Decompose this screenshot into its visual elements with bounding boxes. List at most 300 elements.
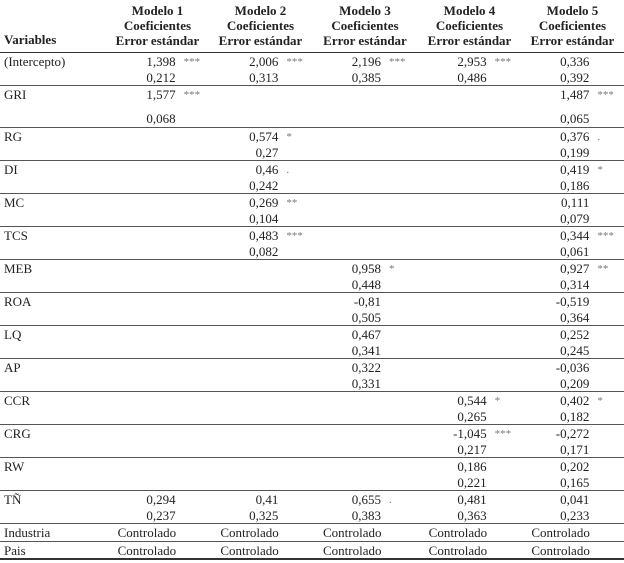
coefficient: 0,336 xyxy=(560,54,590,69)
se-line xyxy=(419,70,522,86)
model-cell xyxy=(210,129,313,160)
standard-error: 0,182 xyxy=(560,409,590,424)
significance-stars: *** xyxy=(183,89,201,101)
model-cell xyxy=(419,195,522,226)
coef-line xyxy=(521,294,624,310)
header-model-5 xyxy=(521,0,624,52)
coefficient: 0,958 xyxy=(351,261,382,276)
coefficient: 0,186 xyxy=(457,459,487,474)
header-model-3 xyxy=(312,0,418,52)
coefficient: -1,045 xyxy=(453,426,487,441)
model-cell xyxy=(419,87,522,127)
standard-error: 0,486 xyxy=(457,70,487,85)
variable-name: LQ xyxy=(4,327,22,342)
coefficient: 0,344 xyxy=(560,228,590,243)
standard-error: 0,341 xyxy=(351,343,382,358)
model-title: Modelo 5 xyxy=(546,3,599,18)
coef-line xyxy=(313,261,419,277)
significance-stars: *** xyxy=(286,230,303,242)
table-header xyxy=(0,0,624,53)
model-cell xyxy=(521,294,624,325)
model-cell xyxy=(313,459,419,490)
control-value: Controlado xyxy=(428,525,488,540)
coef-line xyxy=(108,492,211,508)
coefficient: 0,46 xyxy=(255,162,279,177)
significance-stars: *** xyxy=(597,89,614,101)
significance-stars: ** xyxy=(286,197,298,209)
coef-line xyxy=(419,54,522,70)
coef-label: Coeficientes xyxy=(435,18,504,33)
model-cell xyxy=(313,393,419,424)
variable-name: DI xyxy=(4,162,18,177)
model-cell xyxy=(210,195,313,226)
table-row xyxy=(0,392,624,425)
model-cell xyxy=(521,393,624,424)
standard-error: 0,313 xyxy=(249,70,279,85)
model-cell xyxy=(210,87,313,127)
variable-name: CRG xyxy=(4,426,31,441)
model-cell xyxy=(521,459,624,490)
coef-line xyxy=(313,327,419,343)
significance-stars: * xyxy=(389,263,395,275)
coef-label: Coeficientes xyxy=(123,18,192,33)
coefficient: -0,272 xyxy=(555,426,590,441)
coefficient: 0,574 xyxy=(249,129,279,144)
model-cell xyxy=(419,228,522,259)
variable-name: CCR xyxy=(4,393,31,408)
control-value: Controlado xyxy=(220,543,279,558)
standard-error: 0,265 xyxy=(457,409,487,424)
significance-stars xyxy=(487,459,495,475)
se-line xyxy=(313,343,419,359)
control-value: Controlado xyxy=(322,525,382,540)
coef-line xyxy=(210,492,313,508)
variable-name: TÑ xyxy=(4,492,22,507)
se-line xyxy=(210,508,313,524)
coef-line xyxy=(313,294,419,310)
model-title: Modelo 3 xyxy=(339,3,391,18)
significance-stars: *** xyxy=(286,56,303,68)
coef-line xyxy=(521,87,624,103)
standard-error: 0,221 xyxy=(457,475,487,490)
model-cell xyxy=(521,228,624,259)
model-cell xyxy=(419,54,522,85)
coefficient: 2,196 xyxy=(351,54,382,69)
coef-line xyxy=(210,162,313,178)
standard-error: 0,392 xyxy=(560,70,590,85)
control-value: Controlado xyxy=(531,525,590,540)
se-line xyxy=(521,343,624,359)
model-cell xyxy=(108,54,211,85)
model-cell xyxy=(419,492,522,523)
table-row xyxy=(0,194,624,227)
coef-line xyxy=(521,261,624,277)
standard-error: 0,212 xyxy=(146,70,176,85)
standard-error: 0,061 xyxy=(560,244,590,259)
significance-stars xyxy=(589,294,597,310)
coefficient: 0,481 xyxy=(457,492,487,507)
table-row xyxy=(0,260,624,293)
variable-name: GRI xyxy=(4,87,27,102)
model-cell xyxy=(521,426,624,457)
coef-line xyxy=(313,54,419,70)
coefficient: 0,41 xyxy=(255,492,279,507)
variable-name: TCS xyxy=(4,228,28,243)
table-row xyxy=(0,293,624,326)
model-cell xyxy=(108,393,211,424)
model-cell xyxy=(210,492,313,523)
model-cell xyxy=(210,294,313,325)
significance-stars xyxy=(589,54,597,70)
se-line xyxy=(521,409,624,425)
se-line xyxy=(313,508,419,524)
model-cell xyxy=(419,129,522,160)
model-cell xyxy=(108,261,211,292)
coef-line xyxy=(419,393,522,409)
header-model-4 xyxy=(418,0,521,52)
standard-error: 0,364 xyxy=(560,310,590,325)
significance-stars: * xyxy=(494,395,501,407)
coefficient: 0,655 xyxy=(351,492,382,507)
model-cell xyxy=(521,54,624,85)
standard-error: 0,27 xyxy=(255,145,279,160)
model-cell xyxy=(419,360,522,391)
se-line xyxy=(521,244,624,260)
coefficient: 0,419 xyxy=(560,162,590,177)
coef-label: Coeficientes xyxy=(226,18,295,33)
standard-error: 0,314 xyxy=(560,277,590,292)
model-cell xyxy=(313,327,419,358)
model-cell xyxy=(210,426,313,457)
coef-line xyxy=(521,228,624,244)
coef-line xyxy=(419,426,522,442)
significance-stars: *** xyxy=(183,56,201,68)
significance-stars xyxy=(278,492,286,508)
table-row xyxy=(0,53,624,86)
coef-line xyxy=(108,54,211,70)
se-line xyxy=(419,508,522,524)
se-line xyxy=(210,244,313,260)
se-line xyxy=(210,70,313,86)
significance-stars xyxy=(589,426,597,442)
significance-stars xyxy=(176,492,184,508)
se-line xyxy=(210,211,313,227)
coefficient: 0,041 xyxy=(560,492,590,507)
control-value: Controlado xyxy=(220,525,279,540)
coef-line xyxy=(521,393,624,409)
standard-error: 0,363 xyxy=(457,508,487,523)
model-cell xyxy=(313,492,419,523)
significance-stars xyxy=(589,360,597,376)
coef-line xyxy=(521,459,624,475)
coefficient: 0,322 xyxy=(351,360,382,375)
coefficient: 0,376 xyxy=(560,129,590,144)
model-cell xyxy=(521,261,624,292)
coef-line xyxy=(521,360,624,376)
significance-stars xyxy=(381,327,389,343)
se-line xyxy=(521,145,624,161)
se-line xyxy=(108,111,211,127)
coef-label: Coeficientes xyxy=(331,18,399,33)
model-cell xyxy=(313,87,419,127)
significance-stars: *** xyxy=(494,56,512,68)
model-cell xyxy=(210,261,313,292)
se-line xyxy=(521,211,624,227)
standard-error: 0,209 xyxy=(560,376,590,391)
model-cell xyxy=(521,492,624,523)
standard-error: 0,068 xyxy=(146,111,176,126)
coefficient: 0,467 xyxy=(351,327,382,342)
coefficient: 1,398 xyxy=(146,54,176,69)
coef-line xyxy=(419,492,522,508)
table-row xyxy=(0,359,624,392)
control-value: Controlado xyxy=(117,525,177,540)
significance-stars: * xyxy=(286,131,292,143)
variable-name: (Intercepto) xyxy=(4,54,66,69)
se-line xyxy=(313,70,419,86)
coef-line xyxy=(210,54,313,70)
significance-stars: . xyxy=(286,164,290,176)
standard-error: 0,217 xyxy=(457,442,487,457)
coef-line xyxy=(521,492,624,508)
table-row xyxy=(0,425,624,458)
header-model-1 xyxy=(106,0,209,52)
control-name: Pais xyxy=(4,543,26,558)
model-cell xyxy=(210,459,313,490)
coef-label: Coeficientes xyxy=(538,18,607,33)
coef-line xyxy=(521,54,624,70)
se-line xyxy=(313,310,419,326)
se-line xyxy=(521,111,624,127)
model-cell xyxy=(313,360,419,391)
table-row xyxy=(0,458,624,491)
table-row xyxy=(0,326,624,359)
control-row xyxy=(0,524,624,542)
model-cell xyxy=(210,54,313,85)
significance-stars xyxy=(589,195,597,211)
coef-line xyxy=(521,129,624,145)
coefficient: 0,483 xyxy=(249,228,279,243)
significance-stars: * xyxy=(597,395,603,407)
standard-error: 0,237 xyxy=(146,508,176,523)
coef-line xyxy=(521,195,624,211)
se-label: Error estándar xyxy=(218,33,303,48)
se-line xyxy=(210,145,313,161)
coefficient: 0,294 xyxy=(146,492,176,507)
model-cell xyxy=(419,393,522,424)
standard-error: 0,165 xyxy=(560,475,590,490)
se-line xyxy=(521,277,624,293)
coefficient: 0,269 xyxy=(249,195,279,210)
model-cell xyxy=(108,87,211,127)
variable-name: MEB xyxy=(4,261,33,276)
model-cell xyxy=(419,162,522,193)
standard-error: 0,079 xyxy=(560,211,590,226)
se-line xyxy=(521,442,624,458)
coefficient: 1,577 xyxy=(146,87,176,102)
coef-line xyxy=(210,195,313,211)
model-cell xyxy=(419,261,522,292)
significance-stars xyxy=(589,492,597,508)
model-cell xyxy=(108,162,211,193)
standard-error: 0,383 xyxy=(351,508,382,523)
standard-error: 0,385 xyxy=(351,70,382,85)
model-cell xyxy=(313,162,419,193)
significance-stars xyxy=(589,459,597,475)
control-row xyxy=(0,542,624,560)
model-cell xyxy=(419,459,522,490)
model-cell xyxy=(108,327,211,358)
control-value: Controlado xyxy=(117,543,177,558)
coef-line xyxy=(521,426,624,442)
coefficient: 0,111 xyxy=(561,195,590,210)
se-line xyxy=(419,442,522,458)
control-value: Controlado xyxy=(531,543,590,558)
coefficient: 2,006 xyxy=(249,54,279,69)
significance-stars xyxy=(381,294,389,310)
coef-line xyxy=(210,228,313,244)
table-row xyxy=(0,86,624,128)
model-cell xyxy=(521,360,624,391)
coef-line xyxy=(313,492,419,508)
standard-error: 0,065 xyxy=(560,111,590,126)
coef-line xyxy=(521,162,624,178)
table-row xyxy=(0,128,624,161)
model-cell xyxy=(313,294,419,325)
model-cell xyxy=(108,195,211,226)
model-title: Modelo 1 xyxy=(131,3,184,18)
standard-error: 0,199 xyxy=(560,145,590,160)
header-variables: Variables xyxy=(4,32,57,47)
variable-name: RW xyxy=(4,459,25,474)
variable-name: AP xyxy=(4,360,21,375)
se-label: Error estándar xyxy=(530,33,615,48)
significance-stars: *** xyxy=(597,230,614,242)
significance-stars: *** xyxy=(389,56,406,68)
model-cell xyxy=(419,327,522,358)
model-cell xyxy=(521,162,624,193)
coefficient: 0,252 xyxy=(560,327,590,342)
coefficient: 0,544 xyxy=(457,393,487,408)
coefficient: 1,487 xyxy=(560,87,590,102)
standard-error: 0,505 xyxy=(351,310,382,325)
significance-stars: * xyxy=(597,164,603,176)
significance-stars: *** xyxy=(494,428,512,440)
significance-stars: . xyxy=(597,131,601,143)
coef-line xyxy=(313,360,419,376)
se-line xyxy=(521,310,624,326)
se-line xyxy=(521,475,624,491)
model-cell xyxy=(108,129,211,160)
table-row xyxy=(0,227,624,260)
model-cell xyxy=(210,360,313,391)
control-value: Controlado xyxy=(428,543,488,558)
se-line xyxy=(521,508,624,524)
significance-stars: ** xyxy=(597,263,609,275)
model-cell xyxy=(108,459,211,490)
se-line xyxy=(313,277,419,293)
model-cell xyxy=(521,129,624,160)
coef-line xyxy=(521,327,624,343)
standard-error: 0,242 xyxy=(249,178,279,193)
variable-name: RG xyxy=(4,129,23,144)
control-name: Industria xyxy=(4,525,51,540)
model-cell xyxy=(419,294,522,325)
model-title: Modelo 2 xyxy=(234,3,287,18)
coef-line xyxy=(108,87,211,103)
se-line xyxy=(419,409,522,425)
model-cell xyxy=(521,195,624,226)
control-value: Controlado xyxy=(322,543,382,558)
se-line xyxy=(521,178,624,194)
model-cell xyxy=(313,228,419,259)
se-line xyxy=(108,508,211,524)
model-cell xyxy=(313,129,419,160)
se-line xyxy=(313,376,419,392)
se-line xyxy=(108,70,211,86)
significance-stars xyxy=(487,492,495,508)
coefficient: 2,953 xyxy=(457,54,487,69)
se-line xyxy=(419,475,522,491)
variable-name: MC xyxy=(4,195,25,210)
table-row xyxy=(0,161,624,194)
variable-name: ROA xyxy=(4,294,32,309)
se-line xyxy=(210,178,313,194)
se-label: Error estándar xyxy=(115,33,200,48)
model-cell xyxy=(313,426,419,457)
model-cell xyxy=(210,228,313,259)
se-label: Error estándar xyxy=(427,33,512,48)
header-model-2 xyxy=(209,0,312,52)
standard-error: 0,245 xyxy=(560,343,590,358)
model-cell xyxy=(108,360,211,391)
standard-error: 0,233 xyxy=(560,508,590,523)
standard-error: 0,171 xyxy=(560,442,590,457)
significance-stars xyxy=(589,327,597,343)
standard-error: 0,448 xyxy=(351,277,382,292)
standard-error: 0,104 xyxy=(249,211,279,226)
model-cell xyxy=(313,261,419,292)
coefficient: -0,036 xyxy=(555,360,590,375)
coefficient: 0,927 xyxy=(560,261,590,276)
model-cell xyxy=(108,294,211,325)
coef-line xyxy=(210,129,313,145)
coefficient: -0,519 xyxy=(555,294,590,309)
model-cell xyxy=(210,162,313,193)
model-cell xyxy=(419,426,522,457)
model-cell xyxy=(521,327,624,358)
table-row xyxy=(0,491,624,524)
model-cell xyxy=(313,54,419,85)
significance-stars xyxy=(381,360,389,376)
standard-error: 0,325 xyxy=(249,508,279,523)
model-cell xyxy=(108,228,211,259)
coef-line xyxy=(419,459,522,475)
model-cell xyxy=(108,426,211,457)
coefficient: -0,81 xyxy=(353,294,382,309)
standard-error: 0,186 xyxy=(560,178,590,193)
model-cell xyxy=(210,393,313,424)
model-title: Modelo 4 xyxy=(443,3,496,18)
model-cell xyxy=(108,492,211,523)
coefficient: 0,402 xyxy=(560,393,590,408)
coefficient: 0,202 xyxy=(560,459,590,474)
standard-error: 0,082 xyxy=(249,244,279,259)
significance-stars: . xyxy=(389,494,392,506)
model-cell xyxy=(210,327,313,358)
se-line xyxy=(521,376,624,392)
standard-error: 0,331 xyxy=(351,376,382,391)
